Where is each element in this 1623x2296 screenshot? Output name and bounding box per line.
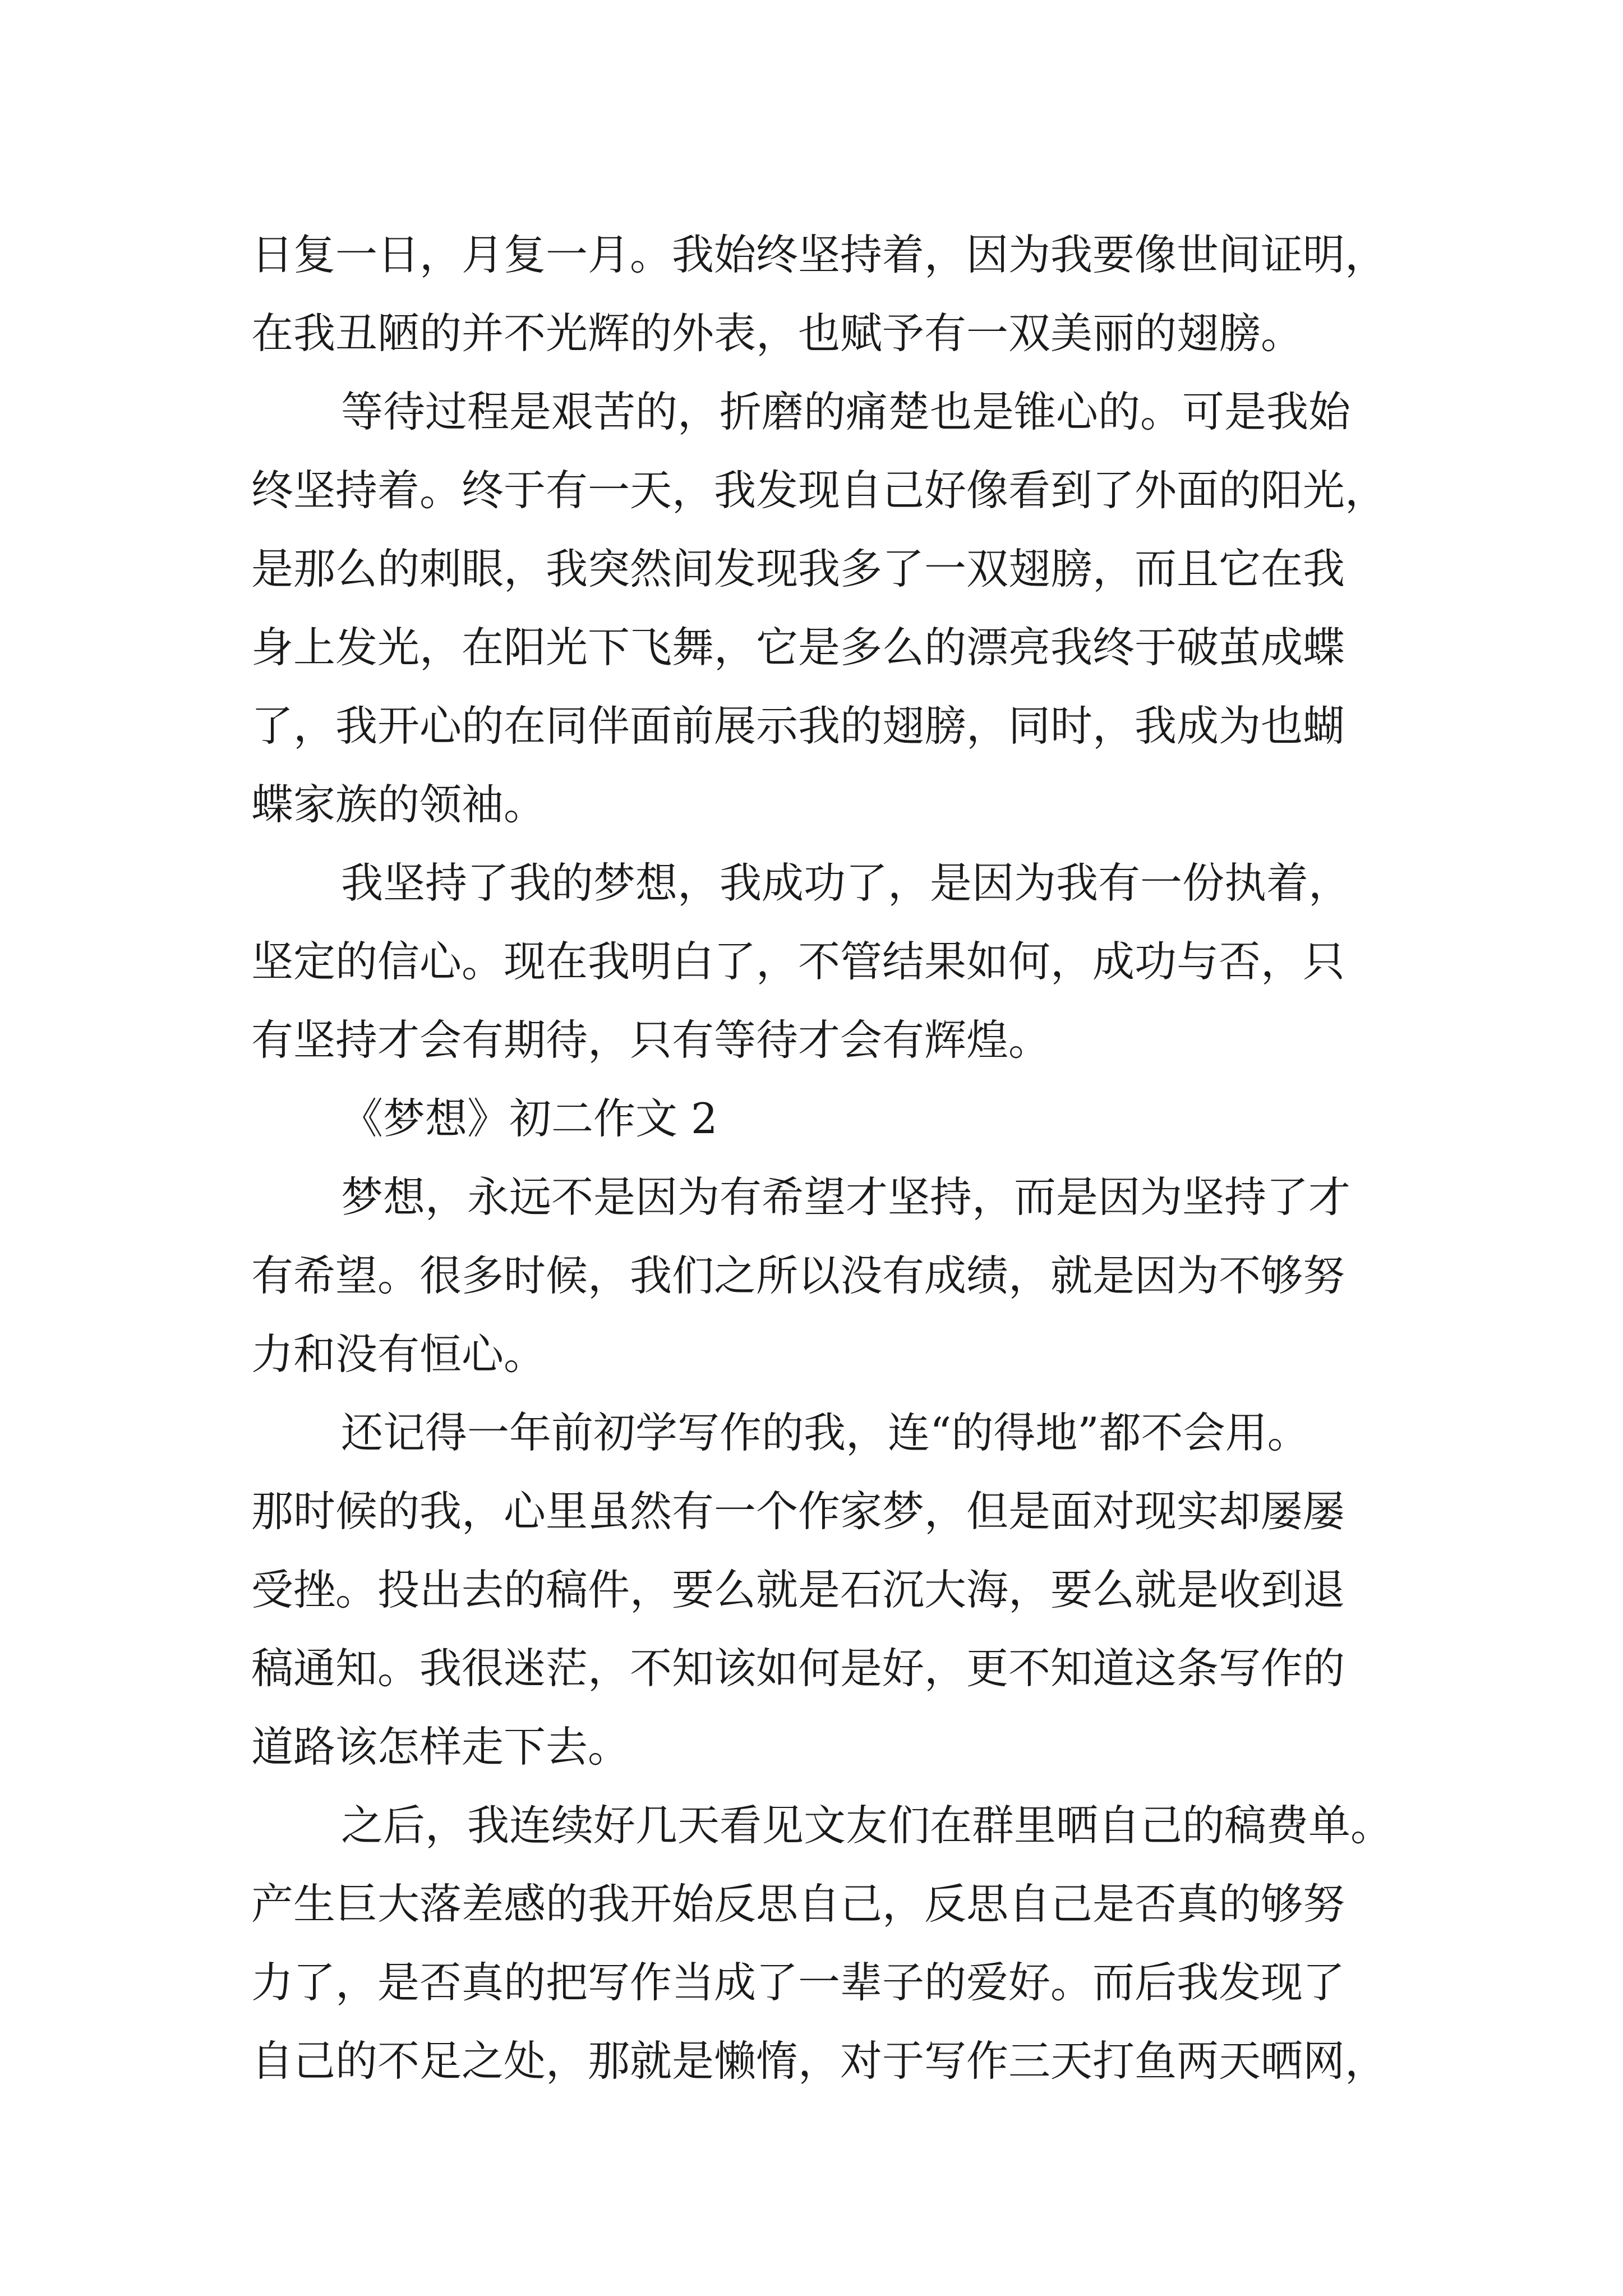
- text-line: 力了，是否真的把写作当成了一辈子的爱好。而后我发现了: [251, 1958, 1345, 2007]
- document-body: [251, 215, 1393, 2100]
- text-line: 那时候的我，心里虽然有一个作家梦，但是面对现实却屡屡: [251, 1487, 1345, 1536]
- text-line: 力和没有恒心。: [251, 1329, 546, 1379]
- text-line: 还记得一年前初学写作的我，连“的得地”都不会用。: [341, 1408, 1310, 1457]
- text-line: 有坚持才会有期待，只有等待才会有辉煌。: [251, 1015, 1051, 1065]
- text-line: 有希望。很多时候，我们之所以没有成绩，就是因为不够努: [251, 1251, 1345, 1300]
- text-line: 等待过程是艰苦的，折磨的痛楚也是锥心的。可是我始: [341, 387, 1351, 436]
- text-line: 坚定的信心。现在我明白了，不管结果如何，成功与否，只: [251, 937, 1345, 986]
- text-line: 我坚持了我的梦想，我成功了，是因为我有一份执着，: [341, 858, 1351, 908]
- text-line: 道路该怎样走下去。: [251, 1722, 630, 1772]
- text-line: 自己的不足之处，那就是懒惰，对于写作三天打鱼两天晒网，: [251, 2036, 1387, 2086]
- text-line: 在我丑陋的并不光辉的外表，也赋予有一双美丽的翅膀。: [251, 309, 1303, 358]
- section-heading: 《梦想》初二作文 2: [341, 1094, 718, 1143]
- text-line: 身上发光，在阳光下飞舞，它是多么的漂亮我终于破茧成蝶: [251, 623, 1345, 672]
- text-line: 梦想，永远不是因为有希望才坚持，而是因为坚持了才: [341, 1172, 1351, 1222]
- text-line: 之后，我连续好几天看见文友们在群里晒自己的稿费单。: [341, 1801, 1393, 1850]
- text-line: 是那么的刺眼，我突然间发现我多了一双翅膀，而且它在我: [251, 544, 1345, 593]
- text-line: 产生巨大落差感的我开始反思自己，反思自己是否真的够努: [251, 1879, 1345, 1929]
- text-line: 蝶家族的领袖。: [251, 780, 546, 829]
- text-line: 终坚持着。终于有一天，我发现自己好像看到了外面的阳光，: [251, 466, 1387, 515]
- text-line: 日复一日，月复一月。我始终坚持着，因为我要像世间证明，: [251, 230, 1387, 279]
- text-line: 了，我开心的在同伴面前展示我的翅膀，同时，我成为也蝴: [251, 701, 1345, 751]
- text-line: 受挫。投出去的稿件，要么就是石沉大海，要么就是收到退: [251, 1565, 1345, 1614]
- text-line: 稿通知。我很迷茫，不知该如何是好，更不知道这条写作的: [251, 1644, 1345, 1693]
